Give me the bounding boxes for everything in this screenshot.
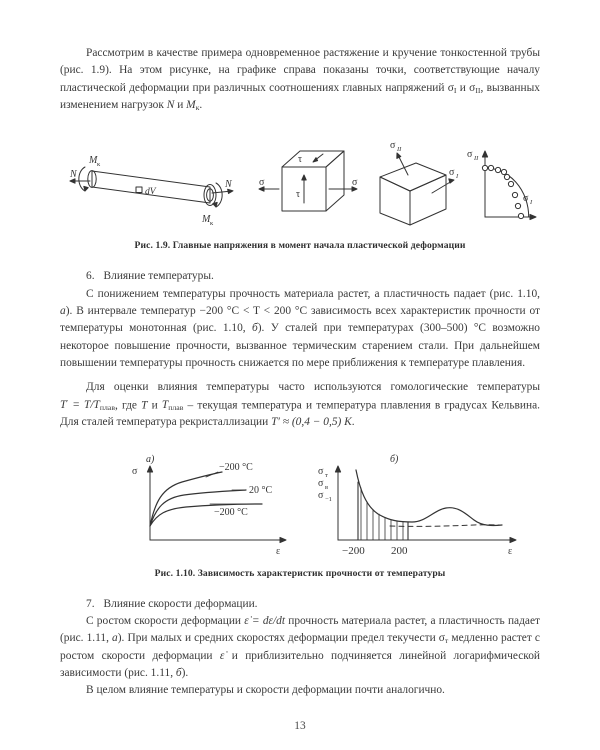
chart-ylabel-sub: II — [474, 155, 479, 163]
label-tau-front: τ — [296, 189, 301, 201]
sigma-glyph: σ — [469, 81, 476, 94]
panel-b-xtick-0: −200 — [342, 544, 365, 556]
paragraph-summary: В целом влияние температуры и скорости деформации почти аналогично. — [86, 684, 445, 697]
paragraph-homologous-conj: и — [147, 398, 162, 411]
temperature-range: −200 °C < T < 200 °C — [199, 304, 308, 317]
label-tau-top: τ — [298, 154, 303, 166]
paragraph-strain-rate-text-3: ). При малых и средних скоростях деформации предел текучести — [117, 632, 439, 645]
paragraph-temperature-text-2: ). В интервале температур — [65, 304, 200, 317]
epsilon-dot-symbol: ε̇ — [219, 649, 225, 662]
panel-a-ylabel: σ — [132, 465, 138, 477]
paragraph-homologous-text-3: – текущая температура и температура плавления в градусах Кельвина. Для сталей температура рекристаллизации — [60, 398, 541, 429]
list-item-6-label: Влияние температуры. — [103, 270, 214, 283]
list-item-6 — [60, 268, 540, 285]
paragraph-intro-text-1: Рассмотрим в качестве примера одновременное растяжение и кручение тонкостенной трубы (рис. 1.9). На этом рисунке, на графике справа показаны точки, соответствующие началу пластической деформации при различных соотношениях главных напряжений — [60, 47, 540, 94]
sigma-glyph: σ — [447, 81, 454, 94]
yield-stress-base: σ — [438, 632, 445, 645]
stress-cube-left — [259, 151, 357, 211]
formula-sub-plav: плав — [99, 403, 116, 413]
figure-1-10-caption: Рис. 1.10. Зависимость характеристик прочности от температуры — [154, 567, 446, 579]
figure-1-10 — [60, 444, 540, 556]
panel-b-label: б) — [390, 453, 399, 465]
paragraph-temperature-text-4: ). У сталей при температурах (300–500) °C возможно некоторое повышение прочности, вызванное термическим старением стали. При дальнейшем повышении температуры прочность снижается по мере приближения к температуре плавления. — [60, 322, 540, 369]
panel-b-chart — [335, 466, 516, 543]
label-sigma-right: σ — [352, 177, 358, 189]
chart-xlabel-sub: I — [530, 199, 533, 207]
inline-sigma-two — [469, 82, 480, 94]
panel-b-ylabel-1-sub: в — [325, 483, 329, 491]
paragraph-homologous-text-2: , где — [115, 398, 142, 411]
label-sigma-II-cube: σ — [390, 140, 396, 152]
paragraph-strain-rate-text-6: ). — [181, 666, 189, 679]
symbol-T: T — [141, 398, 148, 411]
paragraph-intro-text-2: , вызванных изменением нагрузок — [60, 81, 540, 111]
paragraph-temperature-text-3: зависимость всех характеристик прочности от температуры монотонная (рис. 1.10, — [60, 304, 541, 335]
list-item-7 — [60, 596, 540, 613]
paragraph-intro — [60, 45, 540, 114]
paragraph-intro-conj-2: и — [174, 98, 187, 111]
yield-locus-chart — [482, 151, 536, 220]
label-dV: dV — [145, 187, 156, 198]
paragraph-temperature-text-1: С понижением температуры прочность материала растет, а пластичность падает (рис. 1.10, — [86, 287, 540, 300]
panel-a-label: а) — [146, 453, 155, 465]
formula-prime: ′ — [66, 397, 69, 407]
symbol-T-plav-sub: плав — [168, 403, 184, 413]
label-sigma-left: σ — [259, 177, 265, 189]
paragraph-homologous — [60, 379, 540, 431]
formula-T: T — [60, 398, 67, 411]
yield-stress-sub: т — [444, 636, 449, 646]
symbol-T-plav-base: T — [161, 398, 169, 411]
panel-b-ylabel-0-sub: т — [325, 471, 328, 479]
inline-moment-Mk — [186, 99, 199, 111]
inline-sigma-one — [448, 82, 457, 94]
figure-1-10-graphic — [60, 444, 540, 556]
fig-ref-b-2: б — [175, 666, 182, 679]
panel-a-curve-label-0: −200 °C — [219, 461, 253, 473]
symbol-T-plav — [162, 399, 183, 411]
label-N-left: N — [70, 169, 77, 181]
panel-b-ylabel-1: σ — [318, 477, 324, 489]
panel-a-chart — [147, 466, 286, 543]
paragraph-temperature — [60, 286, 540, 373]
figure-1-9-caption: Рис. 1.9. Главные напряжения в момент начала пластической деформации — [134, 240, 466, 252]
paragraph-homologous-period: . — [351, 416, 355, 429]
paragraph-strain-rate — [60, 613, 540, 682]
paragraph-strain-rate-text-5: и приблизительно подчиняется линейной логарифмической зависимости (рис. 1.11, — [60, 649, 540, 679]
figure-1-9 — [60, 121, 540, 233]
panel-a-xlabel: ε — [276, 545, 281, 556]
paragraph-strain-rate-text-1: С ростом скорости деформации — [86, 614, 245, 627]
label-Mk-bottom: M — [202, 214, 211, 226]
label-sigma-II-cube-sub: II — [397, 146, 402, 154]
sigma-two-subscript: II — [475, 85, 481, 95]
panel-a-curve-label-2: −200 °C — [214, 506, 248, 518]
paragraph-homologous-text-1: Для оценки влияния температуры часто используются гомологические температуры — [86, 381, 540, 394]
yield-stress-symbol — [439, 632, 449, 644]
inline-load-N: N — [166, 98, 175, 111]
recrystallization-formula: T′ ≈ (0,4 − 0,5) K — [271, 416, 352, 429]
paragraph-strain-rate-text-2: прочность материала растет, а пластичность падает (рис. 1.11, — [60, 614, 540, 645]
fig-ref-a-2: а — [112, 632, 118, 645]
label-sigma-I-cube-sub: I — [456, 173, 459, 181]
list-item-7-label: Влияние скорости деформации. — [103, 597, 258, 610]
chart-ylabel-sigma-II: σ — [467, 149, 473, 161]
page-number: 13 — [294, 720, 306, 732]
paragraph-intro-conj: и — [456, 81, 470, 94]
panel-b-xlabel: ε — [508, 545, 513, 556]
panel-a-curve-label-1: 20 °C — [249, 484, 273, 496]
panel-b-ylabel-2-sub: −1 — [325, 495, 332, 503]
panel-b-xtick-1: 200 — [391, 544, 408, 556]
fig-ref-b: б — [251, 322, 258, 335]
panel-b-ylabel-2: σ — [318, 489, 324, 501]
list-item-6-number: 6. — [86, 270, 95, 283]
list-item-7-number: 7. — [86, 597, 95, 610]
figure-1-9-graphic — [60, 121, 540, 233]
paragraph-strain-rate-text-4: медленно растет с ростом скорости деформации — [60, 632, 540, 662]
chart-xlabel-sigma-I: σ — [523, 193, 529, 205]
paragraph-intro-period: . — [199, 98, 203, 111]
sigma-one-subscript: I — [453, 85, 457, 95]
fig-ref-a: а — [60, 304, 66, 317]
label-Mk-bottom-sub: к — [210, 220, 214, 228]
label-Mk-top-sub: к — [97, 161, 101, 169]
label-sigma-I-cube: σ — [449, 167, 455, 179]
label-Mk-top: M — [89, 155, 98, 167]
moment-subscript: к — [195, 103, 200, 113]
moment-glyph: M — [186, 98, 196, 111]
formula-eq: = T/T — [68, 398, 100, 411]
strain-rate-formula: ε̇ = dε/dt — [244, 614, 286, 627]
principal-stress-cube — [380, 153, 454, 225]
label-N-right: N — [225, 179, 232, 191]
panel-b-ylabel-0: σ — [318, 465, 324, 477]
homologous-temperature-formula — [60, 399, 115, 411]
